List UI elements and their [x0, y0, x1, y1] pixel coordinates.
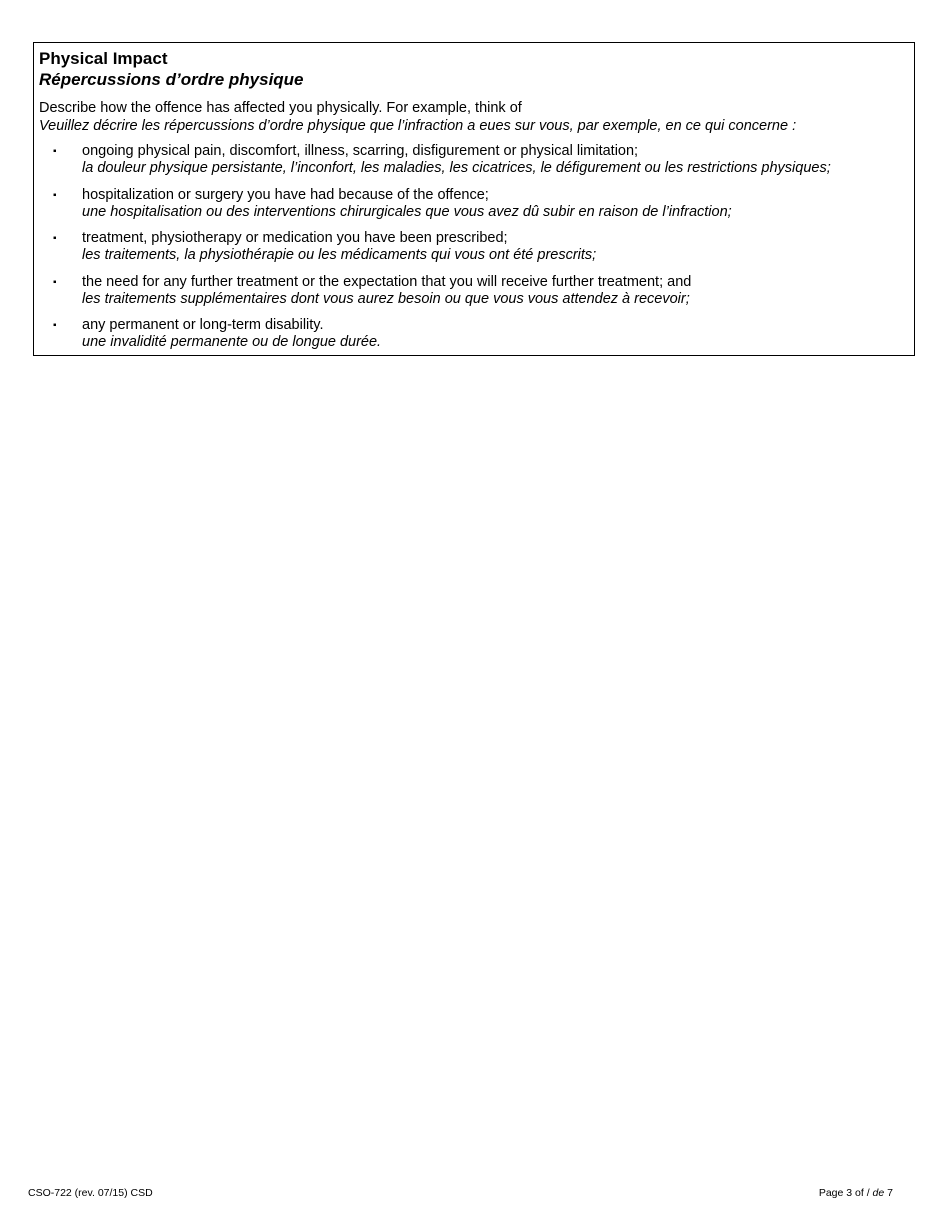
section-title-en: Physical Impact — [39, 49, 168, 68]
list-item — [39, 230, 909, 264]
list-item-text-fr: une hospitalisation ou des interventions chirurgicales que vous avez dû subir en raison de l’infraction; — [82, 203, 732, 220]
bullet-icon: ▪ — [53, 189, 57, 201]
intro-text-en: Describe how the offence has affected you physically. For example, think of — [39, 100, 522, 116]
bullet-icon: ▪ — [53, 233, 57, 244]
list-item-text-fr: les traitements supplémentaires dont vous aurez besoin ou que vous vous attendez à recevoir; — [82, 290, 690, 307]
form-id: CSO-722 (rev. 07/15) CSD — [28, 1187, 153, 1199]
physical-impact-list — [39, 143, 909, 351]
section-intro — [39, 99, 909, 135]
list-item-text-fr: la douleur physique persistante, l’inconfort, les maladies, les cicatrices, le défigurement ou les restrictions physiques; — [82, 160, 831, 176]
bullet-icon: ▪ — [53, 146, 57, 157]
list-item — [39, 274, 909, 308]
section-title-fr: Répercussions d’ordre physique — [39, 70, 304, 89]
page-total: 7 — [887, 1187, 893, 1199]
list-item-text-en: ongoing physical pain, discomfort, illness, scarring, disfigurement or physical limitation; — [82, 143, 639, 159]
page-prefix: Page 3 of / — [818, 1187, 870, 1199]
list-item — [39, 187, 909, 221]
page-de: de — [872, 1187, 885, 1199]
list-item — [39, 143, 909, 177]
bullet-icon: ▪ — [53, 276, 57, 288]
list-item-text-en: treatment, physiotherapy or medication you have been prescribed; — [82, 230, 508, 246]
list-item-text-en: hospitalization or surgery you have had because of the offence; — [82, 186, 489, 203]
list-item-text-en: the need for any further treatment or the expectation that you will receive further treatment; and — [82, 273, 692, 290]
bullet-icon: ▪ — [53, 320, 57, 331]
list-item-text-fr: une invalidité permanente ou de longue durée. — [82, 334, 382, 350]
list-item-text-en: any permanent or long-term disability. — [82, 317, 324, 333]
intro-text-fr: Veuillez décrire les répercussions d’ordre physique que l’infraction a eues sur vous, par exemple, en ce qui concerne : — [39, 118, 797, 134]
list-item — [39, 317, 909, 351]
page-number — [819, 1187, 893, 1200]
physical-impact-section — [33, 42, 915, 356]
list-item-text-fr: les traitements, la physiothérapie ou les médicaments qui vous ont été prescrits; — [82, 247, 597, 263]
